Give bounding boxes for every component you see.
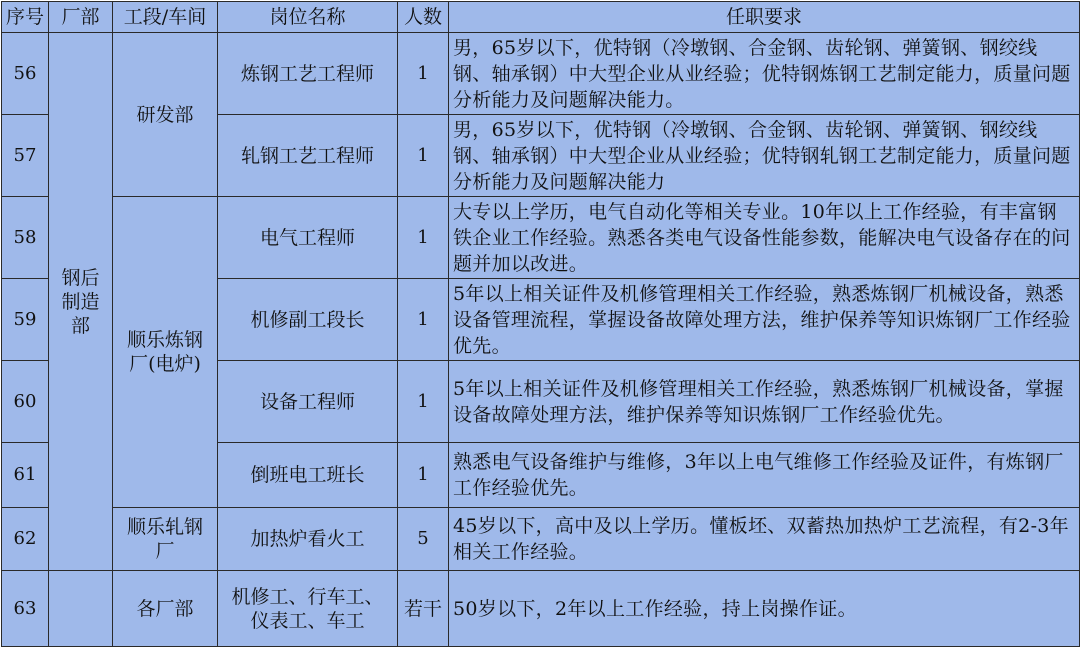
row-position: 机修副工段长: [218, 279, 398, 361]
table-row: [2, 197, 1080, 279]
row-requirements: 50岁以下，2年以上工作经验，持上岗操作证。: [449, 571, 1080, 647]
factory-name: 钢后制造部: [61, 266, 100, 337]
header-row: [2, 2, 1080, 33]
row-requirements: 男，65岁以下，优特钢（冷墩钢、合金钢、齿轮钢、弹簧钢、钢绞线钢、轴承钢）中大型企业从业经验；优特钢轧钢工艺制定能力，质量问题分析能力及问题解决能力: [449, 115, 1080, 197]
row-seq: 57: [2, 115, 49, 197]
row-seq: 60: [2, 361, 49, 443]
section-cell-rd: 研发部: [113, 33, 218, 197]
factory-cell-empty: [49, 571, 113, 647]
table-row: [2, 33, 1080, 115]
row-requirements: 熟悉电气设备维护与维修，3年以上电气维修工作经验及证件，有炼钢厂工作经验优先。: [449, 443, 1080, 508]
row-count: 1: [398, 279, 449, 361]
row-position: 倒班电工班长: [218, 443, 398, 508]
header-requirements: 任职要求: [449, 2, 1080, 33]
section-shunle-steel-label: 顺乐炼钢厂(电炉): [126, 329, 203, 375]
factory-cell: [49, 33, 113, 571]
row-seq: 62: [2, 508, 49, 571]
row-requirements: 5年以上相关证件及机修管理相关工作经验，熟悉炼钢厂机械设备，熟悉设备管理流程，掌握设备故障处理方法，维护保养等知识炼钢厂工作经验优先。: [449, 279, 1080, 361]
table-row: [2, 508, 1080, 571]
header-count: 人数: [398, 2, 449, 33]
row-seq: 63: [2, 571, 49, 647]
header-factory: 厂部: [49, 2, 113, 33]
section-cell-shunle-steel: [113, 197, 218, 508]
header-section: 工段/车间: [113, 2, 218, 33]
section-cell-all: 各厂部: [113, 571, 218, 647]
row-count: 1: [398, 197, 449, 279]
header-seq: 序号: [2, 2, 49, 33]
row-position: 设备工程师: [218, 361, 398, 443]
job-requirements-table: [1, 1, 1080, 647]
row-seq: 56: [2, 33, 49, 115]
row-count: 1: [398, 33, 449, 115]
row-position: 炼钢工艺工程师: [218, 33, 398, 115]
header-position: 岗位名称: [218, 2, 398, 33]
row-position: 轧钢工艺工程师: [218, 115, 398, 197]
section-cell-shunle-rolling: [113, 508, 218, 571]
row-seq: 58: [2, 197, 49, 279]
row-seq: 61: [2, 443, 49, 508]
table-row: [2, 571, 1080, 647]
row-count: 1: [398, 361, 449, 443]
row-count: 5: [398, 508, 449, 571]
row-count: 若干: [398, 571, 449, 647]
row-position: 加热炉看火工: [218, 508, 398, 571]
row-requirements: 5年以上相关证件及机修管理相关工作经验，熟悉炼钢厂机械设备，掌握设备故障处理方法，维护保养等知识炼钢厂工作经验优先。: [449, 361, 1080, 443]
row-count: 1: [398, 443, 449, 508]
row-requirements: 45岁以下，高中及以上学历。懂板坯、双蓄热加热炉工艺流程，有2-3年相关工作经验。: [449, 508, 1080, 571]
row-count: 1: [398, 115, 449, 197]
row-position-label: 机修工、行车工、仪表工、车工: [231, 585, 384, 632]
row-position: [218, 571, 398, 647]
row-seq: 59: [2, 279, 49, 361]
row-position: 电气工程师: [218, 197, 398, 279]
section-shunle-rolling-label: 顺乐轧钢厂: [126, 516, 203, 562]
row-requirements: 男，65岁以下，优特钢（冷墩钢、合金钢、齿轮钢、弹簧钢、钢绞线钢、轴承钢）中大型企业从业经验；优特钢炼钢工艺制定能力，质量问题分析能力及问题解决能力。: [449, 33, 1080, 115]
row-requirements: 大专以上学历，电气自动化等相关专业。10年以上工作经验，有丰富钢铁企业工作经验。熟悉各类电气设备性能参数，能解决电气设备存在的问题并加以改进。: [449, 197, 1080, 279]
